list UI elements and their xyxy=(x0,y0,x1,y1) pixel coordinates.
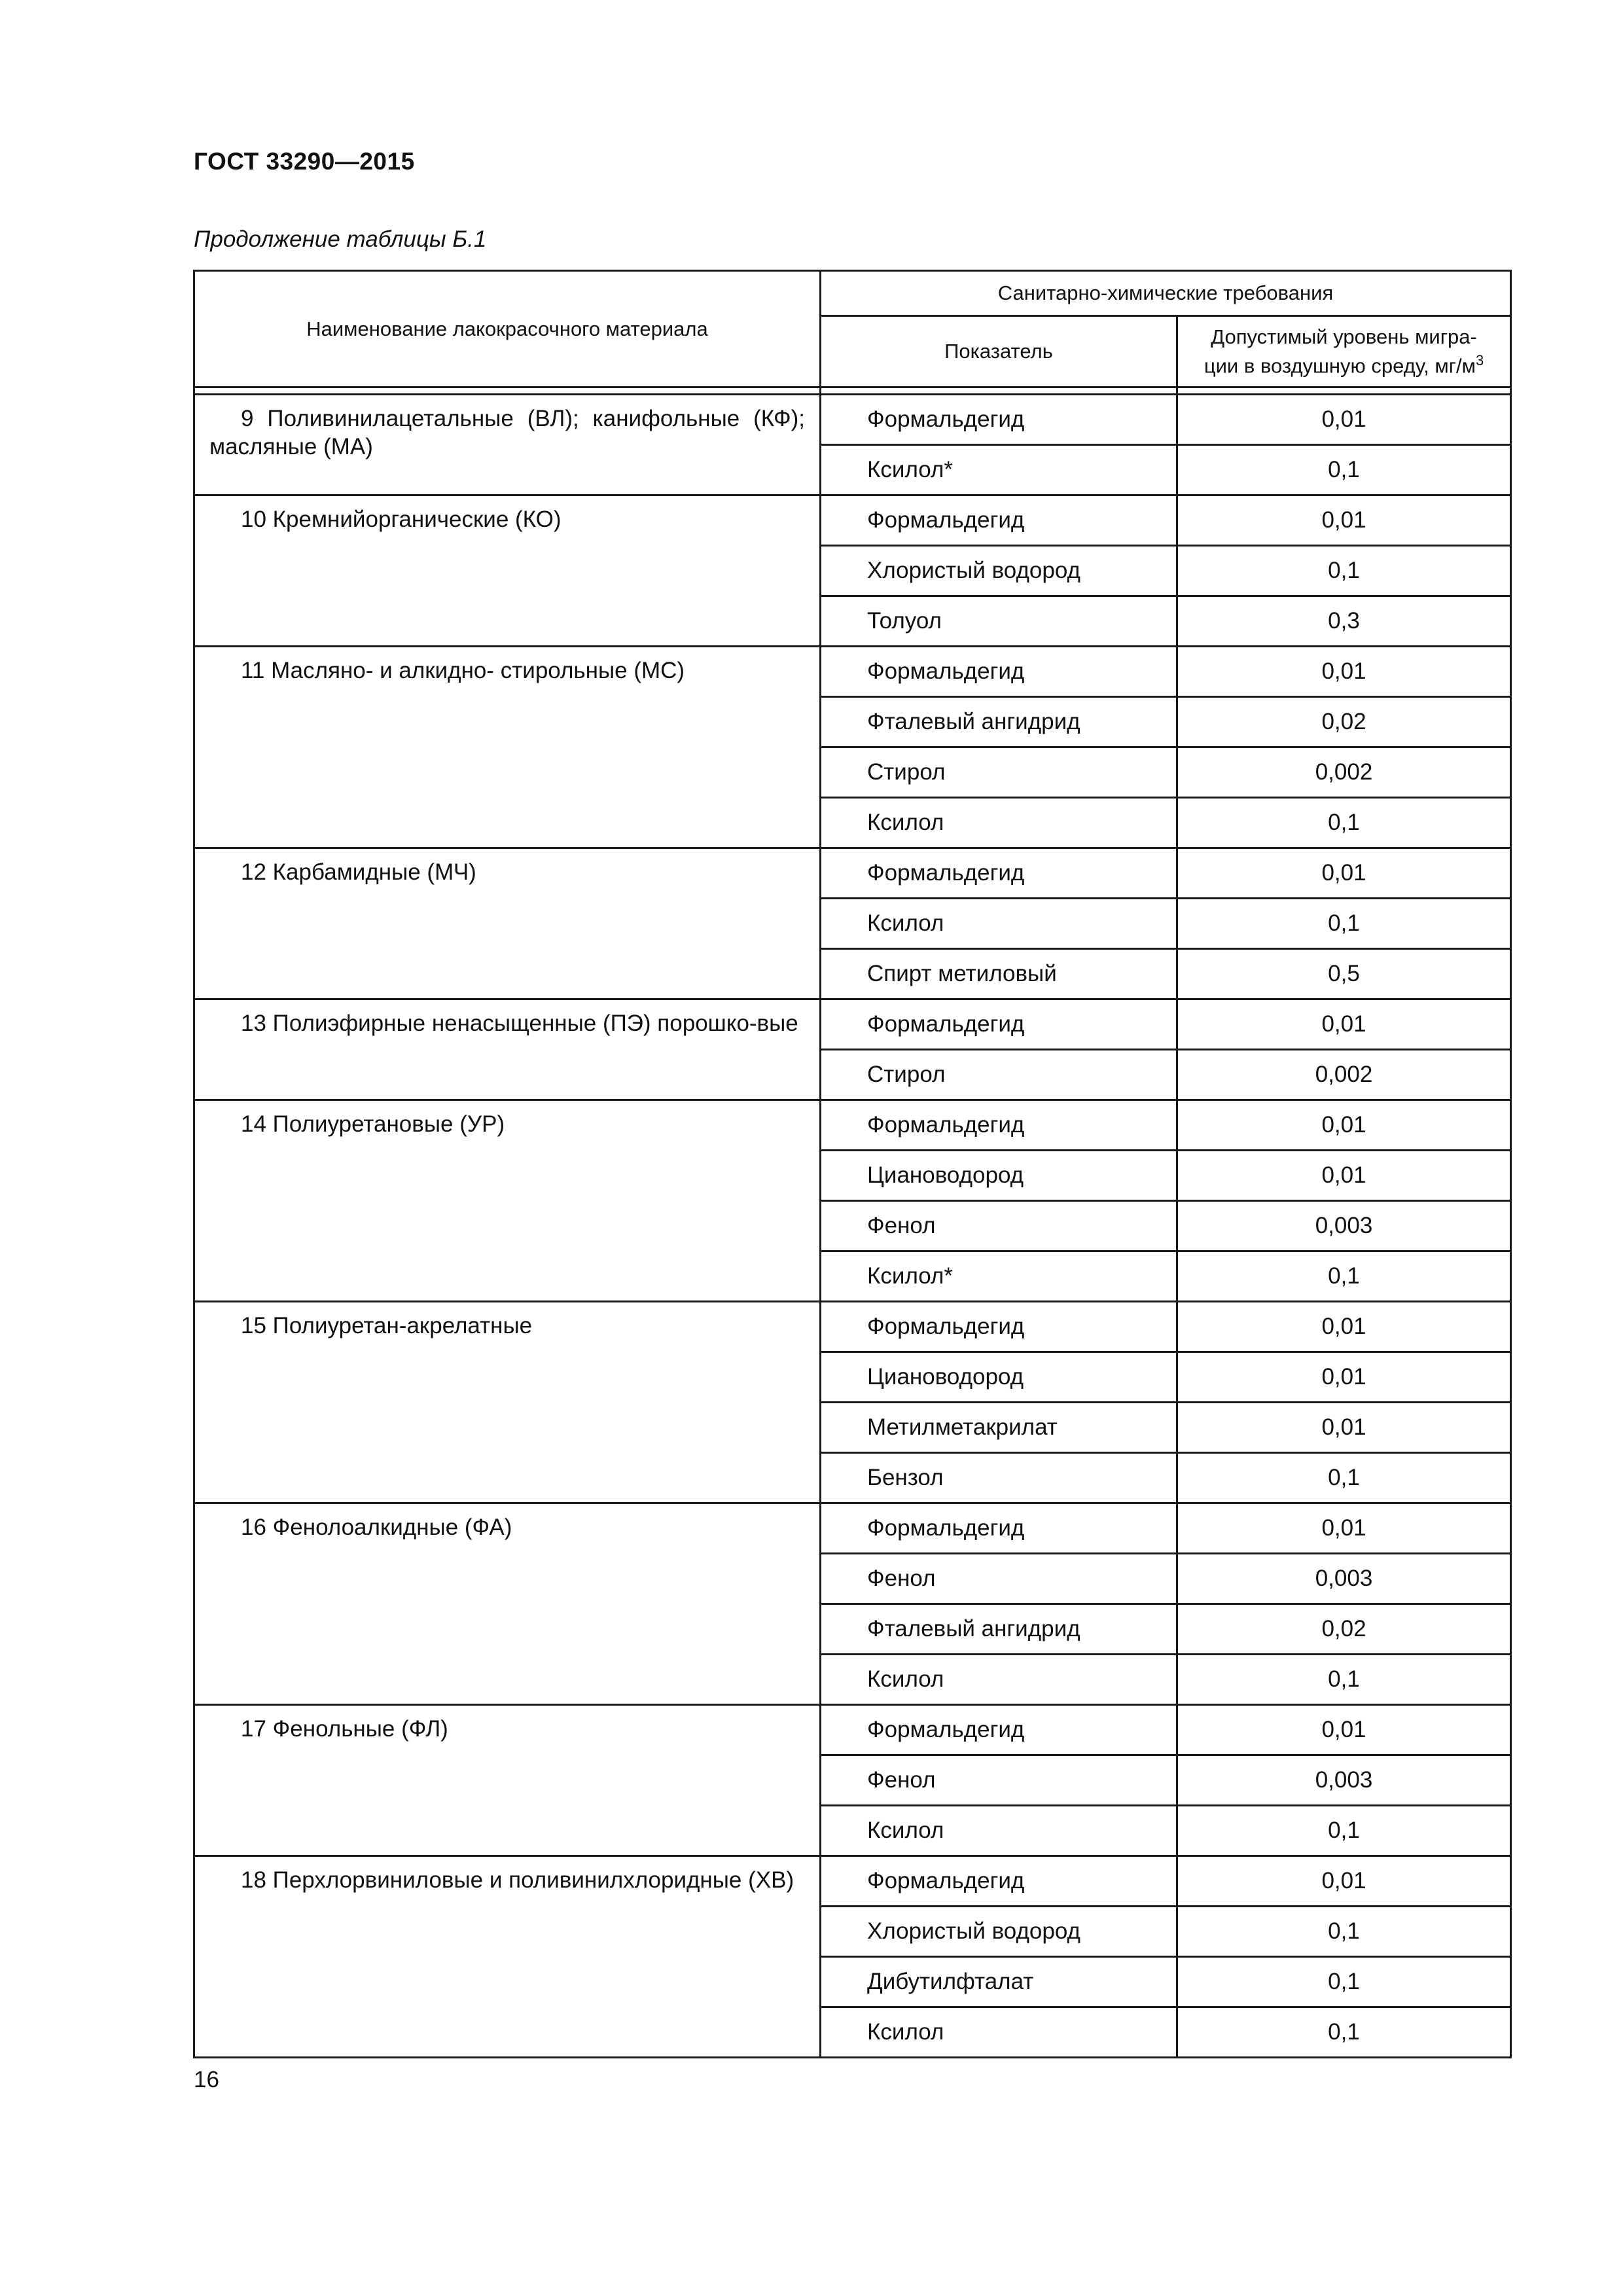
material-name: Масляно- и алкидно- стирольные (МС) xyxy=(271,658,685,683)
table-row xyxy=(194,1856,1511,1907)
material-cell xyxy=(194,999,821,1100)
indicator-cell: Формальдегид xyxy=(821,647,1177,697)
header-separator xyxy=(194,387,1511,395)
indicator-cell: Фталевый ангидрид xyxy=(821,1604,1177,1655)
limit-value-cell: 0,02 xyxy=(1177,697,1511,747)
indicator-cell: Формальдегид xyxy=(821,495,1177,546)
indicator-cell: Формальдегид xyxy=(821,999,1177,1050)
indicator-cell: Циановодород xyxy=(821,1151,1177,1201)
limit-value-cell: 0,002 xyxy=(1177,1050,1511,1100)
indicator-cell: Фенол xyxy=(821,1755,1177,1806)
table-row xyxy=(194,1705,1511,1755)
header-material-label: Наименование лакокрасочного материала xyxy=(306,317,708,340)
limit-value-cell: 0,01 xyxy=(1177,1403,1511,1453)
limit-value-cell: 0,01 xyxy=(1177,1705,1511,1755)
table-row xyxy=(194,999,1511,1050)
indicator-cell: Фенол xyxy=(821,1201,1177,1251)
limit-value-cell: 0,1 xyxy=(1177,1907,1511,1957)
material-cell xyxy=(194,1503,821,1705)
material-cell xyxy=(194,848,821,999)
material-cell xyxy=(194,1302,821,1503)
material-number: 13 xyxy=(241,1011,266,1036)
header-indicator: Показатель xyxy=(821,316,1177,387)
material-number: 15 xyxy=(241,1313,266,1338)
material-cell xyxy=(194,395,821,495)
table-body xyxy=(194,387,1511,2058)
table-row xyxy=(194,1302,1511,1352)
limit-value-cell: 0,003 xyxy=(1177,1755,1511,1806)
material-name: Полиуретановые (УР) xyxy=(272,1111,505,1137)
indicator-cell: Ксилол xyxy=(821,899,1177,949)
header-limit xyxy=(1177,316,1511,387)
material-name: Полиуретан-акрелатные xyxy=(272,1313,533,1338)
material-number: 14 xyxy=(241,1111,266,1137)
indicator-cell: Бензол xyxy=(821,1453,1177,1503)
material-name: Поливинилацетальные (ВЛ); канифольные (КФ); масляные (МА) xyxy=(209,406,805,459)
indicator-cell: Формальдегид xyxy=(821,1100,1177,1151)
table-caption: Продолжение таблицы Б.1 xyxy=(194,226,487,252)
indicator-cell: Ксилол xyxy=(821,798,1177,848)
material-number: 16 xyxy=(241,1515,266,1540)
limit-value-cell: 0,5 xyxy=(1177,949,1511,999)
table-row xyxy=(194,495,1511,546)
sanitary-requirements-table xyxy=(193,270,1512,2058)
material-number: 10 xyxy=(241,507,266,532)
page-number: 16 xyxy=(194,2067,219,2092)
material-cell xyxy=(194,1856,821,2058)
limit-value-cell: 0,1 xyxy=(1177,798,1511,848)
limit-value-cell: 0,1 xyxy=(1177,1655,1511,1705)
table-row xyxy=(194,848,1511,899)
material-name: Фенольные (ФЛ) xyxy=(272,1716,448,1742)
limit-value-cell: 0,01 xyxy=(1177,495,1511,546)
indicator-cell: Формальдегид xyxy=(821,395,1177,445)
indicator-cell: Дибутилфталат xyxy=(821,1957,1177,2007)
limit-value-cell: 0,1 xyxy=(1177,445,1511,495)
limit-value-cell: 0,01 xyxy=(1177,1100,1511,1151)
limit-value-cell: 0,01 xyxy=(1177,1856,1511,1907)
indicator-cell: Формальдегид xyxy=(821,848,1177,899)
material-cell xyxy=(194,1100,821,1302)
limit-value-cell: 0,1 xyxy=(1177,1806,1511,1856)
separator-cell xyxy=(1177,387,1511,395)
indicator-cell: Циановодород xyxy=(821,1352,1177,1403)
indicator-cell: Ксилол xyxy=(821,1806,1177,1856)
material-number: 17 xyxy=(241,1716,266,1742)
limit-value-cell: 0,3 xyxy=(1177,596,1511,647)
indicator-cell: Толуол xyxy=(821,596,1177,647)
document-header: ГОСТ 33290—2015 xyxy=(194,148,415,175)
limit-value-cell: 0,1 xyxy=(1177,2007,1511,2058)
indicator-cell: Хлористый водород xyxy=(821,1907,1177,1957)
header-material xyxy=(194,271,821,387)
material-name: Фенолоалкидные (ФА) xyxy=(272,1515,512,1540)
limit-value-cell: 0,02 xyxy=(1177,1604,1511,1655)
indicator-cell: Формальдегид xyxy=(821,1503,1177,1554)
header-sanitary-group: Санитарно-химические требования xyxy=(821,271,1511,316)
limit-value-cell: 0,01 xyxy=(1177,1151,1511,1201)
material-name: Карбамидные (МЧ) xyxy=(272,859,476,885)
limit-value-cell: 0,01 xyxy=(1177,1503,1511,1554)
indicator-cell: Формальдегид xyxy=(821,1856,1177,1907)
material-number: 18 xyxy=(241,1867,266,1893)
indicator-cell: Формальдегид xyxy=(821,1302,1177,1352)
limit-value-cell: 0,01 xyxy=(1177,1352,1511,1403)
table-row xyxy=(194,647,1511,697)
separator-cell xyxy=(821,387,1177,395)
indicator-cell: Спирт метиловый xyxy=(821,949,1177,999)
table-row xyxy=(194,395,1511,445)
indicator-cell: Метилметакрилат xyxy=(821,1403,1177,1453)
separator-cell xyxy=(194,387,821,395)
indicator-cell: Стирол xyxy=(821,1050,1177,1100)
limit-value-cell: 0,1 xyxy=(1177,899,1511,949)
table-row xyxy=(194,1503,1511,1554)
limit-value-cell: 0,003 xyxy=(1177,1201,1511,1251)
limit-value-cell: 0,01 xyxy=(1177,395,1511,445)
indicator-cell: Ксилол* xyxy=(821,1251,1177,1302)
material-cell xyxy=(194,495,821,647)
limit-value-cell: 0,1 xyxy=(1177,1957,1511,2007)
material-cell xyxy=(194,647,821,848)
indicator-cell: Стирол xyxy=(821,747,1177,798)
material-cell xyxy=(194,1705,821,1856)
material-number: 11 xyxy=(241,658,265,683)
limit-value-cell: 0,01 xyxy=(1177,1302,1511,1352)
material-name: Кремнийорганические (КО) xyxy=(272,507,562,532)
limit-value-cell: 0,01 xyxy=(1177,647,1511,697)
header-limit-unit-exp: 3 xyxy=(1475,351,1484,368)
limit-value-cell: 0,01 xyxy=(1177,999,1511,1050)
limit-value-cell: 0,01 xyxy=(1177,848,1511,899)
limit-value-cell: 0,1 xyxy=(1177,546,1511,596)
limit-value-cell: 0,1 xyxy=(1177,1251,1511,1302)
indicator-cell: Формальдегид xyxy=(821,1705,1177,1755)
material-name: Перхлорвиниловые и поливинилхлоридные (ХВ) xyxy=(272,1867,794,1893)
indicator-cell: Ксилол xyxy=(821,1655,1177,1705)
material-number: 9 xyxy=(241,406,254,431)
header-limit-line1: Допустимый уровень мигра- xyxy=(1211,325,1477,348)
indicator-cell: Хлористый водород xyxy=(821,546,1177,596)
indicator-cell: Фталевый ангидрид xyxy=(821,697,1177,747)
indicator-cell: Фенол xyxy=(821,1554,1177,1604)
material-name: Полиэфирные ненасыщенные (ПЭ) порошко-вые xyxy=(272,1011,798,1036)
limit-value-cell: 0,003 xyxy=(1177,1554,1511,1604)
table-row xyxy=(194,1100,1511,1151)
material-number: 12 xyxy=(241,859,266,885)
limit-value-cell: 0,002 xyxy=(1177,747,1511,798)
indicator-cell: Ксилол xyxy=(821,2007,1177,2058)
indicator-cell: Ксилол* xyxy=(821,445,1177,495)
limit-value-cell: 0,1 xyxy=(1177,1453,1511,1503)
header-limit-line2: ции в воздушную среду, мг/м xyxy=(1204,354,1476,378)
